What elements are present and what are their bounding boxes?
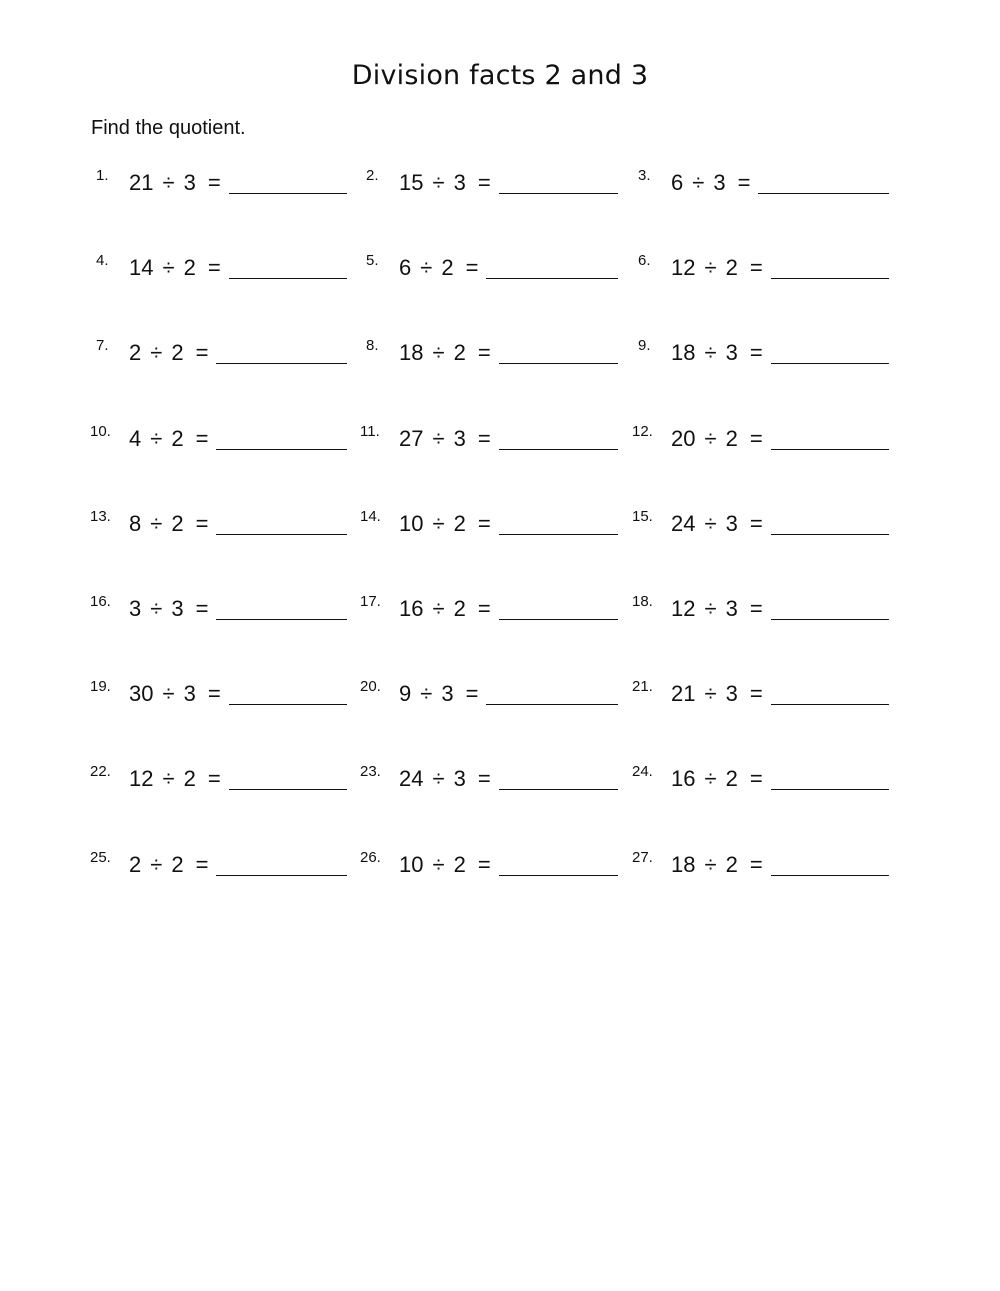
divisor: 3 — [725, 510, 738, 536]
dividend: 2 — [129, 340, 142, 366]
answer-blank[interactable] — [758, 193, 889, 194]
divide-sign: ÷ — [162, 170, 175, 195]
dividend: 30 — [129, 681, 154, 707]
divide-sign: ÷ — [162, 681, 175, 707]
division-expression — [399, 426, 491, 452]
equals-sign: = — [749, 681, 763, 707]
divisor: 2 — [725, 425, 738, 451]
answer-blank[interactable] — [499, 789, 618, 790]
division-expression — [399, 170, 491, 196]
division-expression — [129, 852, 208, 878]
division-expression — [671, 511, 763, 537]
division-expression — [671, 766, 763, 792]
problem-number: 12. — [632, 422, 653, 440]
divisor: 3 — [725, 340, 738, 366]
divide-sign: ÷ — [692, 170, 705, 195]
answer-blank[interactable] — [229, 278, 347, 279]
divisor: 3 — [441, 681, 454, 707]
problem-item — [90, 504, 360, 544]
divisor: 2 — [725, 851, 738, 877]
problem-item — [632, 759, 902, 799]
answer-blank[interactable] — [771, 704, 889, 705]
division-expression — [671, 255, 763, 281]
division-expression — [671, 340, 763, 366]
problem-number: 14. — [360, 507, 381, 525]
division-expression — [129, 426, 208, 452]
answer-blank[interactable] — [486, 704, 618, 705]
division-expression — [671, 426, 763, 452]
dividend: 18 — [671, 340, 696, 366]
dividend: 12 — [129, 766, 154, 792]
divide-sign: ÷ — [704, 255, 717, 281]
division-expression — [399, 340, 491, 366]
problem-item — [90, 845, 360, 885]
equals-sign: = — [195, 596, 209, 621]
divisor: 2 — [171, 510, 184, 536]
divide-sign: ÷ — [420, 255, 433, 281]
dividend: 6 — [671, 170, 684, 195]
divide-sign: ÷ — [432, 851, 445, 877]
dividend: 18 — [399, 340, 424, 366]
dividend: 4 — [129, 425, 142, 451]
problem-item — [360, 589, 630, 629]
dividend: 15 — [399, 170, 424, 195]
problem-item — [90, 419, 360, 459]
equals-sign: = — [195, 425, 209, 451]
problem-number: 9. — [638, 337, 651, 355]
divisor: 3 — [183, 170, 196, 195]
problem-number: 11. — [360, 422, 380, 440]
dividend: 21 — [129, 170, 154, 195]
division-expression — [671, 170, 750, 196]
problem-number: 10. — [90, 422, 111, 440]
problem-item — [90, 589, 360, 629]
dividend: 24 — [399, 766, 424, 792]
problem-number: 19. — [90, 678, 111, 696]
divisor: 2 — [725, 766, 738, 792]
answer-blank[interactable] — [229, 704, 347, 705]
problem-item — [360, 674, 630, 714]
dividend: 16 — [399, 596, 424, 621]
divisor: 2 — [453, 340, 466, 366]
problem-item — [96, 248, 366, 288]
divisor: 3 — [713, 170, 726, 195]
dividend: 21 — [671, 681, 696, 707]
equals-sign: = — [749, 851, 763, 877]
answer-blank[interactable] — [216, 875, 347, 876]
page-title: Division facts 2 and 3 — [351, 60, 649, 91]
division-expression — [129, 340, 208, 366]
division-expression — [399, 852, 491, 878]
divisor: 3 — [183, 681, 196, 707]
problem-number: 24. — [632, 763, 653, 781]
problem-number: 7. — [96, 337, 109, 355]
problem-number: 16. — [90, 593, 111, 610]
dividend: 24 — [671, 510, 696, 536]
equals-sign: = — [749, 340, 763, 366]
divide-sign: ÷ — [150, 851, 163, 877]
divide-sign: ÷ — [150, 510, 163, 536]
equals-sign: = — [477, 425, 491, 451]
problem-number: 4. — [96, 252, 109, 270]
divide-sign: ÷ — [162, 255, 175, 281]
divide-sign: ÷ — [432, 170, 445, 195]
equals-sign: = — [749, 766, 763, 792]
divisor: 3 — [725, 596, 738, 621]
divisor: 2 — [441, 255, 454, 281]
dividend: 3 — [129, 596, 142, 621]
problem-item — [360, 419, 630, 459]
division-expression — [129, 255, 221, 281]
divisor: 2 — [183, 766, 196, 792]
equals-sign: = — [465, 255, 479, 281]
divide-sign: ÷ — [150, 596, 163, 621]
problem-number: 1. — [96, 167, 109, 184]
equals-sign: = — [207, 766, 221, 792]
answer-blank[interactable] — [771, 875, 889, 876]
divide-sign: ÷ — [432, 596, 445, 621]
dividend: 20 — [671, 425, 696, 451]
dividend: 18 — [671, 851, 696, 877]
equals-sign: = — [195, 340, 209, 366]
equals-sign: = — [737, 170, 751, 195]
division-expression — [129, 170, 221, 196]
answer-blank[interactable] — [216, 449, 347, 450]
problem-item — [632, 589, 902, 629]
dividend: 10 — [399, 510, 424, 536]
problem-number: 23. — [360, 763, 381, 781]
equals-sign: = — [749, 510, 763, 536]
answer-blank[interactable] — [486, 278, 618, 279]
answer-blank[interactable] — [771, 363, 889, 364]
equals-sign: = — [465, 681, 479, 707]
division-expression — [671, 852, 763, 878]
division-expression — [129, 681, 221, 707]
equals-sign: = — [477, 170, 491, 195]
problem-item — [632, 419, 902, 459]
divisor: 2 — [183, 255, 196, 281]
problem-number: 26. — [360, 848, 381, 866]
problem-item — [90, 674, 360, 714]
dividend: 14 — [129, 255, 154, 281]
divisor: 2 — [725, 255, 738, 281]
answer-blank[interactable] — [216, 619, 347, 620]
problem-item — [366, 163, 636, 203]
answer-blank[interactable] — [229, 789, 347, 790]
problem-number: 2. — [366, 167, 379, 184]
divisor: 2 — [453, 851, 466, 877]
dividend: 6 — [399, 255, 412, 281]
equals-sign: = — [195, 510, 209, 536]
dividend: 9 — [399, 681, 412, 707]
instructions: Find the quotient. — [91, 117, 246, 139]
answer-blank[interactable] — [499, 363, 618, 364]
division-expression — [129, 596, 208, 622]
problem-number: 22. — [90, 763, 111, 781]
problem-number: 8. — [366, 337, 379, 355]
problem-item — [638, 248, 908, 288]
problem-number: 13. — [90, 507, 111, 525]
divide-sign: ÷ — [432, 766, 445, 792]
division-expression — [399, 766, 491, 792]
divide-sign: ÷ — [150, 340, 163, 366]
problem-item — [632, 674, 902, 714]
divide-sign: ÷ — [420, 681, 433, 707]
equals-sign: = — [749, 255, 763, 281]
problem-number: 17. — [360, 593, 381, 610]
divisor: 2 — [171, 340, 184, 366]
problem-item — [360, 504, 630, 544]
divide-sign: ÷ — [432, 340, 445, 366]
answer-blank[interactable] — [771, 534, 889, 535]
problem-item — [632, 504, 902, 544]
divide-sign: ÷ — [704, 425, 717, 451]
answer-blank[interactable] — [771, 619, 889, 620]
dividend: 16 — [671, 766, 696, 792]
division-expression — [129, 766, 221, 792]
divisor: 3 — [453, 766, 466, 792]
answer-blank[interactable] — [229, 193, 347, 194]
divisor: 2 — [171, 425, 184, 451]
division-expression — [399, 255, 478, 281]
equals-sign: = — [749, 596, 763, 621]
division-expression — [399, 681, 478, 707]
equals-sign: = — [477, 510, 491, 536]
divisor: 2 — [171, 851, 184, 877]
problem-item — [96, 163, 366, 203]
problem-number: 27. — [632, 848, 653, 866]
divide-sign: ÷ — [150, 425, 163, 451]
answer-blank[interactable] — [499, 449, 618, 450]
divide-sign: ÷ — [704, 851, 717, 877]
problem-item — [632, 845, 902, 885]
divisor: 3 — [171, 596, 184, 621]
equals-sign: = — [477, 596, 491, 621]
equals-sign: = — [749, 425, 763, 451]
divide-sign: ÷ — [704, 596, 717, 621]
dividend: 2 — [129, 851, 142, 877]
equals-sign: = — [207, 681, 221, 707]
equals-sign: = — [207, 170, 221, 195]
dividend: 10 — [399, 851, 424, 877]
divisor: 3 — [453, 170, 466, 195]
divide-sign: ÷ — [704, 681, 717, 707]
divide-sign: ÷ — [704, 766, 717, 792]
equals-sign: = — [195, 851, 209, 877]
division-expression — [671, 681, 763, 707]
problem-number: 21. — [632, 678, 653, 696]
divisor: 3 — [453, 425, 466, 451]
problem-number: 18. — [632, 593, 653, 610]
divisor: 2 — [453, 596, 466, 621]
equals-sign: = — [477, 766, 491, 792]
problem-item — [366, 248, 636, 288]
answer-blank[interactable] — [771, 449, 889, 450]
division-expression — [399, 596, 491, 622]
problem-item — [360, 845, 630, 885]
answer-blank[interactable] — [499, 193, 618, 194]
problem-item — [96, 333, 366, 373]
answer-blank[interactable] — [216, 363, 347, 364]
answer-blank[interactable] — [499, 534, 618, 535]
problem-number: 5. — [366, 252, 379, 270]
dividend: 8 — [129, 510, 142, 536]
dividend: 12 — [671, 596, 696, 621]
problem-item — [360, 759, 630, 799]
problem-number: 20. — [360, 678, 381, 696]
divide-sign: ÷ — [432, 510, 445, 536]
problem-number: 15. — [632, 507, 653, 525]
dividend: 12 — [671, 255, 696, 281]
problem-item — [638, 163, 908, 203]
answer-blank[interactable] — [499, 875, 618, 876]
answer-blank[interactable] — [216, 534, 347, 535]
answer-blank[interactable] — [771, 789, 889, 790]
problem-item — [638, 333, 908, 373]
divide-sign: ÷ — [162, 766, 175, 792]
divisor: 2 — [453, 510, 466, 536]
division-expression — [399, 511, 491, 537]
division-expression — [671, 596, 763, 622]
dividend: 27 — [399, 425, 424, 451]
answer-blank[interactable] — [771, 278, 889, 279]
answer-blank[interactable] — [499, 619, 618, 620]
divide-sign: ÷ — [704, 510, 717, 536]
problem-item — [90, 759, 360, 799]
divisor: 3 — [725, 681, 738, 707]
division-expression — [129, 511, 208, 537]
divide-sign: ÷ — [432, 425, 445, 451]
problem-number: 3. — [638, 167, 651, 184]
problem-item — [366, 333, 636, 373]
divide-sign: ÷ — [704, 340, 717, 366]
equals-sign: = — [477, 340, 491, 366]
equals-sign: = — [477, 851, 491, 877]
problem-number: 25. — [90, 848, 111, 866]
problem-number: 6. — [638, 252, 651, 270]
equals-sign: = — [207, 255, 221, 281]
